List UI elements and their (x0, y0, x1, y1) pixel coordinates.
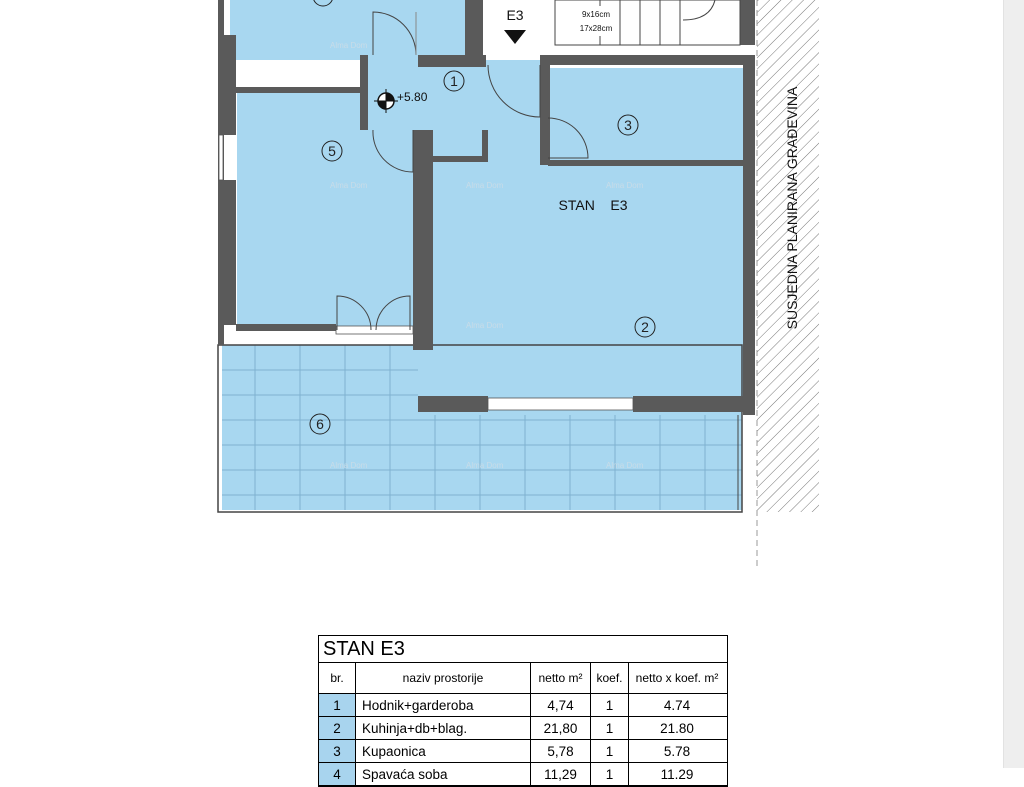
svg-text:Alma Dom: Alma Dom (330, 461, 368, 470)
svg-text:Alma Dom: Alma Dom (466, 181, 504, 190)
cell-netto: 4,74 (531, 694, 591, 716)
cell-name: Kupaonica (356, 740, 531, 762)
header-name: naziv prostorije (356, 663, 531, 693)
table-header (319, 663, 727, 694)
cell-netto-koef: 5.78 (663, 743, 691, 759)
cell-koef: 1 (591, 740, 629, 762)
header-br: br. (319, 663, 356, 693)
cell-netto-koef: 21.80 (660, 720, 694, 736)
cell-koef: 1 (591, 763, 629, 785)
table-row (319, 717, 727, 740)
table-row (319, 763, 727, 786)
stair-label: E3 (506, 7, 524, 23)
header-koef: koef. (591, 663, 629, 693)
room-3 (548, 68, 745, 164)
svg-text:2: 2 (641, 319, 649, 335)
cell-br: 2 (319, 717, 356, 739)
cell-netto-koef: 4.74 (663, 697, 691, 713)
svg-text:Alma Dom: Alma Dom (466, 321, 504, 330)
svg-text:3: 3 (624, 117, 632, 133)
stair-dim-2: 17x28cm (579, 24, 613, 33)
cell-koef: 1 (591, 717, 629, 739)
svg-text:Alma Dom: Alma Dom (330, 181, 368, 190)
cell-netto: 11,29 (531, 763, 591, 785)
cell-name: Spavaća soba (356, 763, 531, 785)
cell-netto: 21,80 (531, 717, 591, 739)
header-netto-koef: netto x koef. m² (635, 670, 719, 685)
level-mark-text: +5.80 (397, 90, 428, 104)
table-row (319, 694, 727, 717)
cell-br: 1 (319, 694, 356, 716)
svg-text:Alma Dom: Alma Dom (606, 461, 644, 470)
svg-text:1: 1 (450, 73, 458, 89)
cell-netto-koef: 11.29 (660, 766, 694, 782)
neighbour-label: SUSJEDNA PLANIRANA GRAĐEVINA (784, 86, 800, 330)
table-row (319, 740, 727, 763)
cell-name: Kuhinja+db+blag. (356, 717, 531, 739)
scrollbar[interactable] (1003, 0, 1024, 768)
svg-text:Alma Dom: Alma Dom (466, 461, 504, 470)
header-netto: netto m² (531, 663, 591, 693)
stair-dim-1: 9x16cm (581, 10, 611, 19)
area-table (318, 635, 728, 787)
cell-br: 4 (319, 763, 356, 785)
svg-text:Alma Dom: Alma Dom (330, 41, 368, 50)
cell-name: Hodnik+garderoba (356, 694, 531, 716)
svg-text:6: 6 (316, 416, 324, 432)
cell-koef: 1 (591, 694, 629, 716)
svg-text:Alma Dom: Alma Dom (606, 181, 644, 190)
cell-br: 3 (319, 740, 356, 762)
cell-netto: 5,78 (531, 740, 591, 762)
table-title: STAN E3 (319, 636, 727, 663)
apartment-label: STAN E3 (558, 197, 628, 213)
svg-text:5: 5 (328, 143, 336, 159)
